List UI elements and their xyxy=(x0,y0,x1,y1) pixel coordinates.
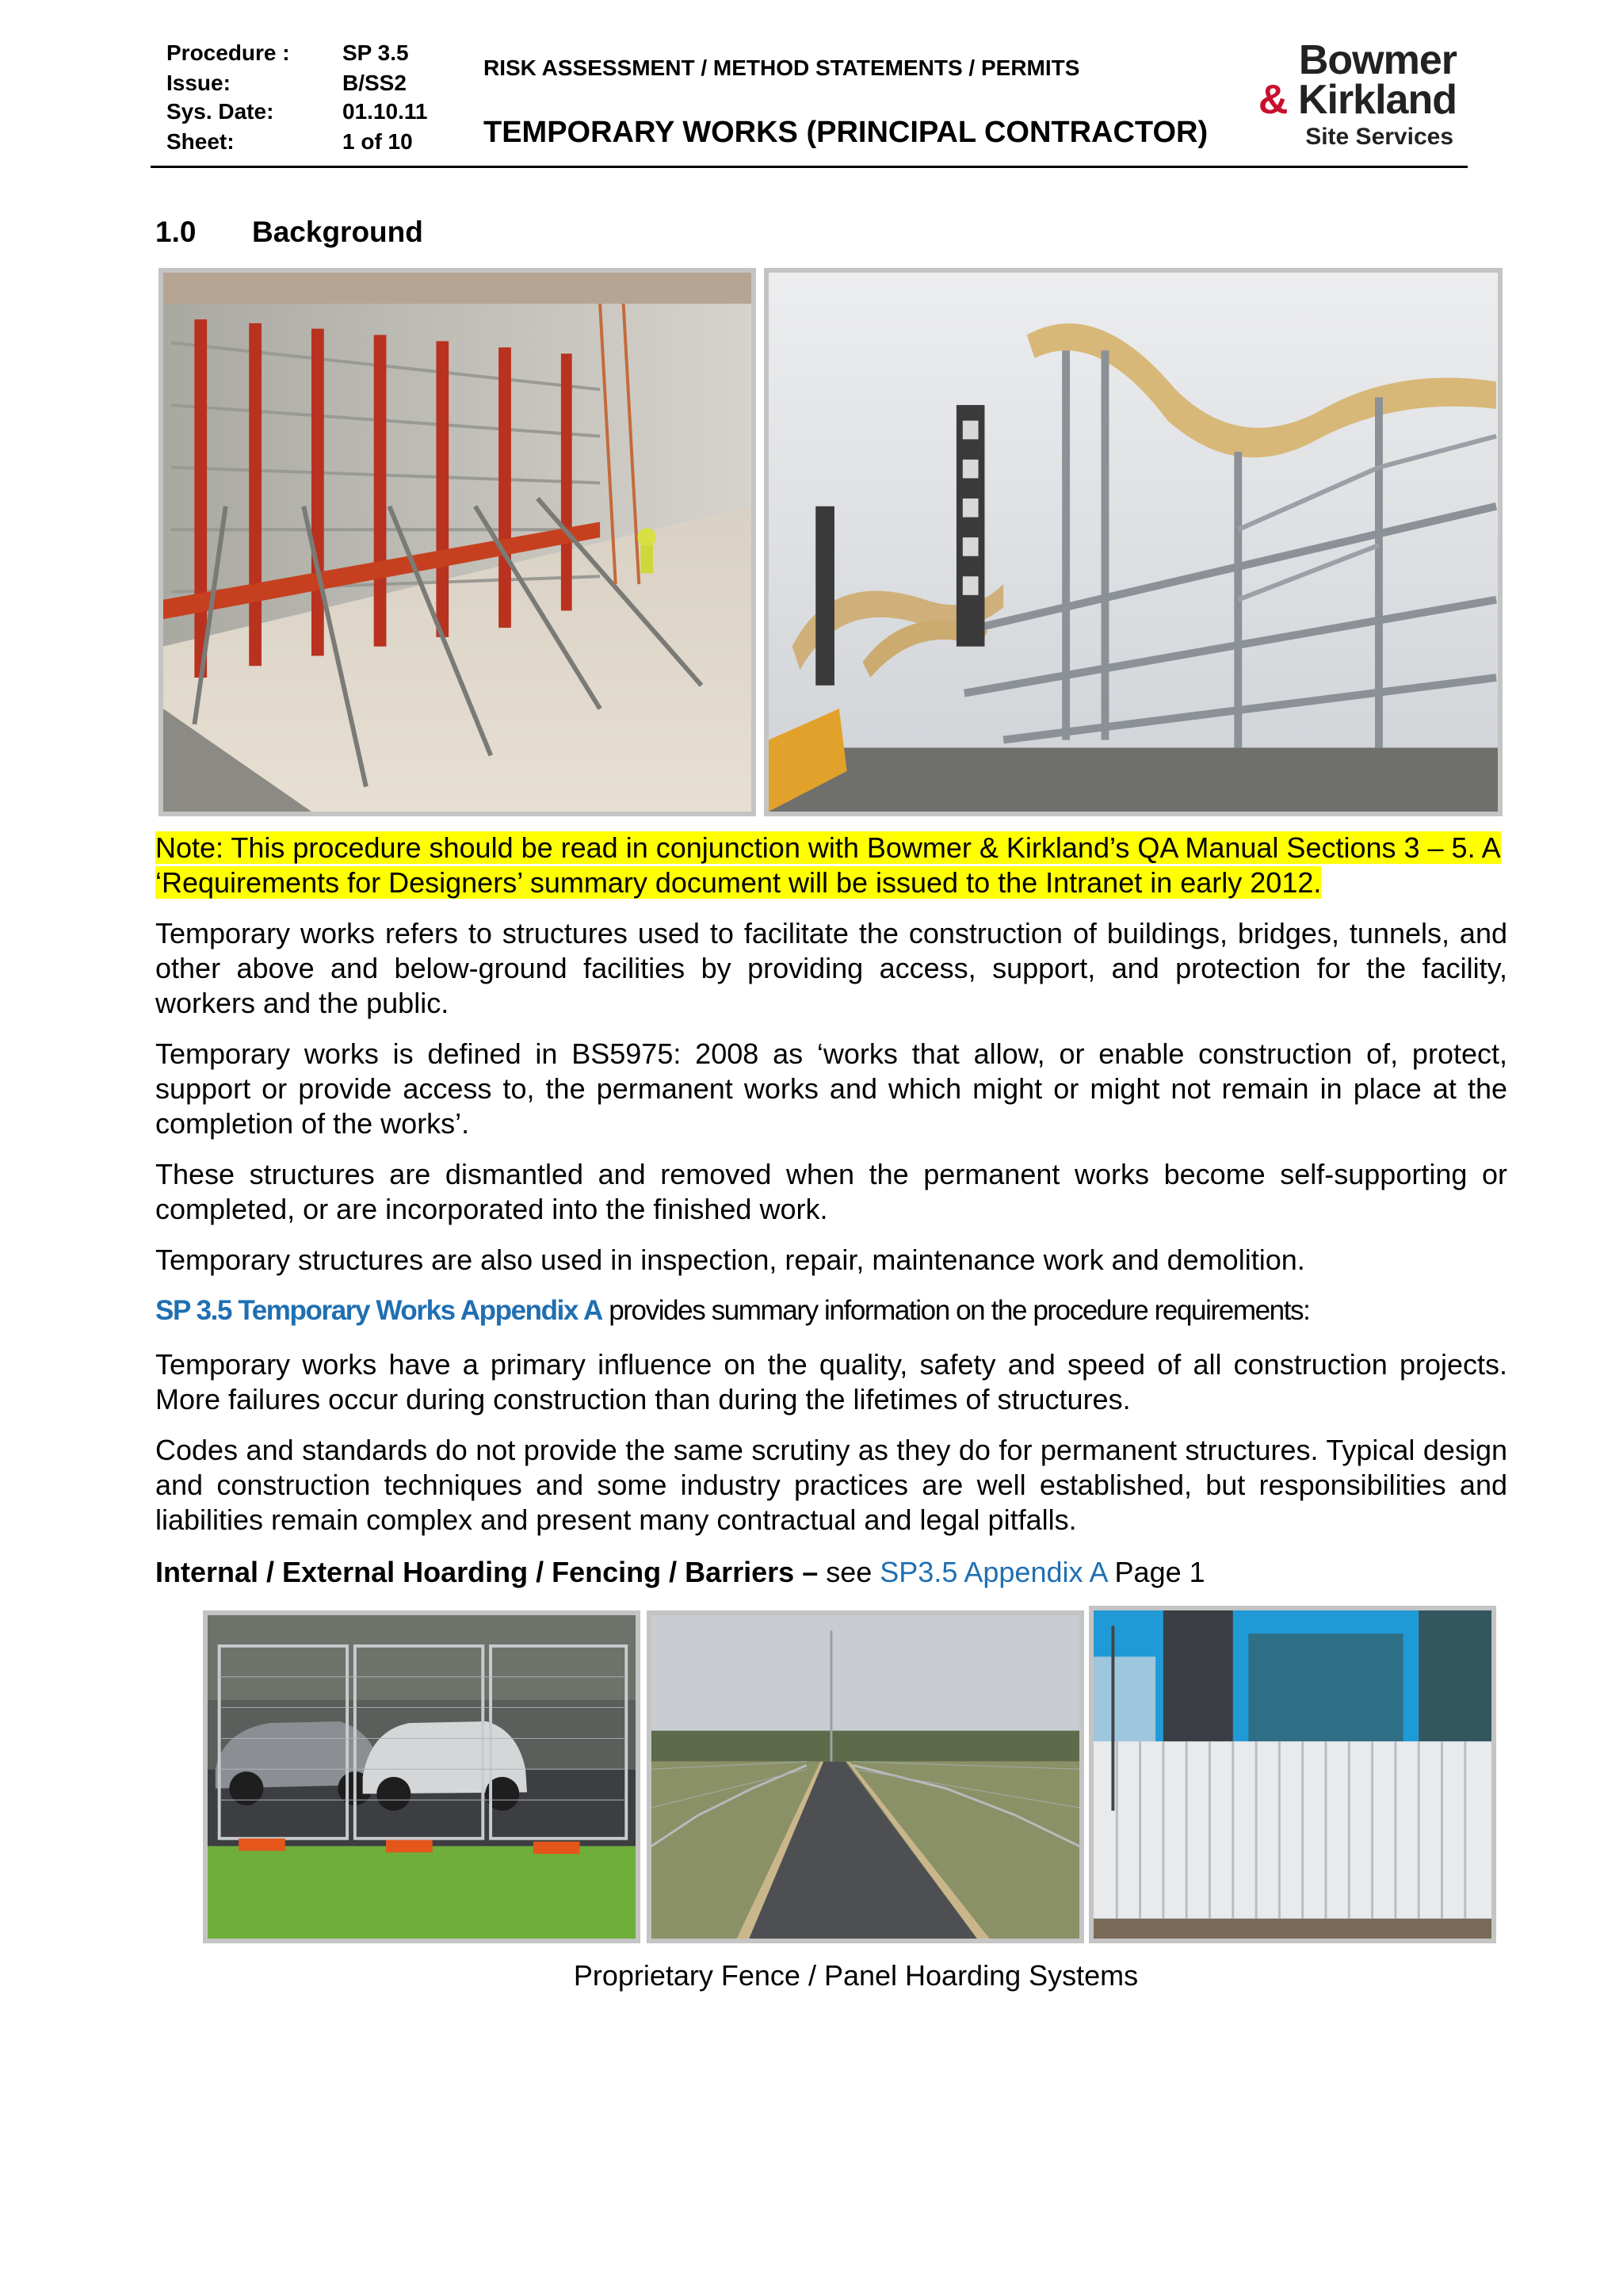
document-title: RISK ASSESSMENT / METHOD STATEMENTS / PERMITS xyxy=(483,55,1080,80)
company-logo xyxy=(1258,36,1465,154)
formwork-photo xyxy=(158,268,756,816)
paragraph-6: Codes and standards do not provide the same scrutiny as they do for permanent structures. Typical design and construction techniques and some industry practices are well established, but responsibilities and liabilities remain complex and present many contractual and legal pitfalls. xyxy=(155,1434,1507,1536)
issue-value: B/SS2 xyxy=(342,71,407,95)
appendix-link[interactable]: SP 3.5 Temporary Works Appendix A xyxy=(155,1295,602,1326)
appendix-text: provides summary information on the procedure requirements: xyxy=(601,1295,1310,1326)
logo-line1: Bowmer xyxy=(1298,37,1457,83)
paragraph-2: Temporary works is defined in BS5975: 2008 as ‘works that allow, or enable construction of, protect, support or provide access to, the permanent works and which might or might not remain in place at the completion of the works’. xyxy=(155,1037,1507,1140)
hoarding-appendix-link[interactable]: SP3.5 Appendix A xyxy=(880,1556,1107,1588)
appendix-reference xyxy=(155,1293,1507,1328)
paragraph-3: These structures are dismantled and removed when the permanent works become self-supporting or completed, or are incorporated into the finished work. xyxy=(155,1158,1507,1225)
procedure-value: SP 3.5 xyxy=(342,40,409,65)
section-number: 1.0 xyxy=(155,216,197,248)
hoarding-see: see xyxy=(818,1556,880,1588)
hoarding-heading: Internal / External Hoarding / Fencing / Barriers – xyxy=(155,1556,819,1588)
logo-line2 xyxy=(1258,76,1457,124)
section-heading xyxy=(155,216,423,249)
sys-date-label: Sys. Date: xyxy=(166,99,274,124)
fence-cars-photo xyxy=(203,1610,640,1943)
sys-date-value: 01.10.11 xyxy=(342,99,428,124)
logo-line2-text: Kirkland xyxy=(1297,77,1457,123)
hoarding-heading-line xyxy=(155,1555,1507,1590)
paragraph-1: Temporary works refers to structures used to facilitate the construction of buildings, bridges, tunnels, and other above and below-ground facilities by providing access, support, and protection for the facility, workers and the public. xyxy=(155,917,1507,1019)
highlighted-note: Note: This procedure should be read in conjunction with Bowmer & Kirkland’s QA Manual Sections 3 – 5. A ‘Requirements for Designers’ summary document will be issued to the Intranet in early 2012. xyxy=(155,831,1501,899)
paragraph-4: Temporary structures are also used in inspection, repair, maintenance work and demolition. xyxy=(155,1244,1305,1276)
sheet-value: 1 of 10 xyxy=(342,129,413,154)
sheet-label: Sheet: xyxy=(166,129,235,154)
hoarding-page: Page 1 xyxy=(1106,1556,1205,1588)
section-title: Background xyxy=(252,216,423,248)
hoarding-panels-photo xyxy=(1089,1606,1496,1943)
note-paragraph xyxy=(155,831,1507,900)
logo-subtitle: Site Services xyxy=(1305,124,1453,150)
fence-path-photo xyxy=(647,1610,1084,1943)
photo-caption: Proprietary Fence / Panel Hoarding Systems xyxy=(573,1959,1139,1992)
issue-label: Issue: xyxy=(166,71,231,95)
steel-frame-photo xyxy=(764,268,1503,816)
header-divider xyxy=(151,166,1468,168)
procedure-label: Procedure : xyxy=(166,40,290,65)
document-subtitle: TEMPORARY WORKS (PRINCIPAL CONTRACTOR) xyxy=(483,116,1209,149)
paragraph-5: Temporary works have a primary influence on the quality, safety and speed of all construction projects. More failures occur during construction than during the lifetimes of structures. xyxy=(155,1348,1507,1415)
logo-ampersand: & xyxy=(1258,77,1288,123)
